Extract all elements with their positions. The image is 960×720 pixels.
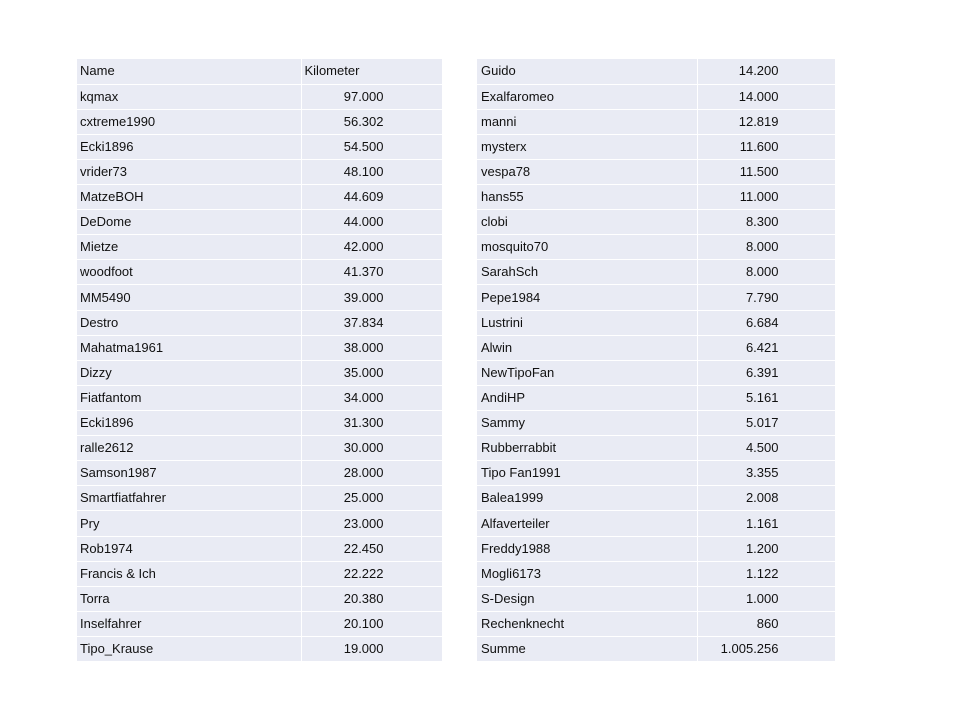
table-row (477, 84, 835, 109)
cell-kilometer: 34.000 (301, 385, 442, 410)
cell-kilometer: 8.300 (697, 210, 835, 235)
cell-name: MM5490 (77, 285, 301, 310)
table-row (477, 561, 835, 586)
table-row (77, 511, 442, 536)
cell-name: Alwin (477, 335, 697, 360)
table-row (477, 134, 835, 159)
table-row (77, 235, 442, 260)
cell-kilometer: 54.500 (301, 134, 442, 159)
table-row (77, 109, 442, 134)
cell-kilometer: 1.200 (697, 536, 835, 561)
cell-kilometer: 8.000 (697, 260, 835, 285)
table-row (477, 536, 835, 561)
cell-kilometer: 860 (697, 611, 835, 636)
cell-name: Lustrini (477, 310, 697, 335)
cell-kilometer: 6.421 (697, 335, 835, 360)
cell-name: cxtreme1990 (77, 109, 301, 134)
cell-name: AndiHP (477, 385, 697, 410)
cell-kilometer: 39.000 (301, 285, 442, 310)
cell-kilometer: 7.790 (697, 285, 835, 310)
total-row (477, 637, 835, 662)
cell-name: mosquito70 (477, 235, 697, 260)
cell-kilometer: 6.684 (697, 310, 835, 335)
cell-name: Torra (77, 586, 301, 611)
cell-name: Pepe1984 (477, 285, 697, 310)
cell-name: Tipo Fan1991 (477, 461, 697, 486)
cell-kilometer: 8.000 (697, 235, 835, 260)
cell-name: clobi (477, 210, 697, 235)
cell-name: Alfaverteiler (477, 511, 697, 536)
table-row (477, 185, 835, 210)
cell-name: hans55 (477, 185, 697, 210)
table-row (477, 611, 835, 636)
table-row (77, 285, 442, 310)
table-row (477, 436, 835, 461)
table-row (477, 59, 835, 84)
cell-kilometer: 22.222 (301, 561, 442, 586)
cell-kilometer: 1.161 (697, 511, 835, 536)
cell-kilometer: 14.200 (697, 59, 835, 84)
cell-kilometer: 48.100 (301, 159, 442, 184)
cell-name: Mogli6173 (477, 561, 697, 586)
cell-kilometer: 37.834 (301, 310, 442, 335)
table-row (477, 285, 835, 310)
table-row (477, 210, 835, 235)
cell-name: Freddy1988 (477, 536, 697, 561)
table-row (477, 586, 835, 611)
cell-name: Mahatma1961 (77, 335, 301, 360)
table-row (477, 461, 835, 486)
table-row (477, 360, 835, 385)
cell-name: Balea1999 (477, 486, 697, 511)
cell-name: Pry (77, 511, 301, 536)
cell-name: Ecki1896 (77, 134, 301, 159)
table-row (77, 210, 442, 235)
table-row (477, 385, 835, 410)
cell-name: DeDome (77, 210, 301, 235)
cell-name: kqmax (77, 84, 301, 109)
cell-name: woodfoot (77, 260, 301, 285)
left-table-body (77, 59, 442, 662)
cell-name: Rob1974 (77, 536, 301, 561)
cell-kilometer: 6.391 (697, 360, 835, 385)
cell-kilometer: 23.000 (301, 511, 442, 536)
table-row (477, 511, 835, 536)
cell-kilometer: 1.122 (697, 561, 835, 586)
cell-name: Rechenknecht (477, 611, 697, 636)
cell-kilometer: 20.380 (301, 586, 442, 611)
cell-name: Rubberrabbit (477, 436, 697, 461)
table-row (77, 134, 442, 159)
cell-name: Guido (477, 59, 697, 84)
cell-name: Fiatfantom (77, 385, 301, 410)
cell-kilometer: 20.100 (301, 611, 442, 636)
cell-name: Samson1987 (77, 461, 301, 486)
cell-kilometer: 19.000 (301, 637, 442, 662)
cell-name: Summe (477, 637, 697, 662)
cell-kilometer: 30.000 (301, 436, 442, 461)
table-row (477, 310, 835, 335)
cell-name: Dizzy (77, 360, 301, 385)
cell-kilometer: 22.450 (301, 536, 442, 561)
table-row (477, 235, 835, 260)
cell-kilometer: 1.000 (697, 586, 835, 611)
header-name: Name (77, 59, 301, 84)
table-row (77, 586, 442, 611)
cell-kilometer: 1.005.256 (697, 637, 835, 662)
cell-name: NewTipoFan (477, 360, 697, 385)
table-row (77, 159, 442, 184)
table-row (77, 185, 442, 210)
cell-kilometer: 11.600 (697, 134, 835, 159)
table-row (77, 637, 442, 662)
cell-name: Inselfahrer (77, 611, 301, 636)
cell-kilometer: 11.000 (697, 185, 835, 210)
table-row (77, 335, 442, 360)
table-row (477, 159, 835, 184)
table-row (477, 260, 835, 285)
cell-name: Ecki1896 (77, 411, 301, 436)
cell-name: Sammy (477, 411, 697, 436)
table-row (77, 486, 442, 511)
cell-name: vespa78 (477, 159, 697, 184)
cell-kilometer: 56.302 (301, 109, 442, 134)
table-row (77, 536, 442, 561)
cell-kilometer: 2.008 (697, 486, 835, 511)
table-row (77, 611, 442, 636)
cell-kilometer: 4.500 (697, 436, 835, 461)
table-row (77, 561, 442, 586)
cell-kilometer: 14.000 (697, 84, 835, 109)
header-kilometer: Kilometer (301, 59, 442, 84)
cell-name: Francis & Ich (77, 561, 301, 586)
table-row (477, 411, 835, 436)
table-row (477, 109, 835, 134)
cell-name: mysterx (477, 134, 697, 159)
table-row (77, 385, 442, 410)
table-row (77, 461, 442, 486)
right-table-body (477, 59, 835, 662)
cell-name: SarahSch (477, 260, 697, 285)
kilometer-table-right (477, 59, 836, 662)
cell-kilometer: 97.000 (301, 84, 442, 109)
cell-kilometer: 44.609 (301, 185, 442, 210)
cell-name: S-Design (477, 586, 697, 611)
cell-kilometer: 25.000 (301, 486, 442, 511)
table-row (77, 411, 442, 436)
cell-kilometer: 31.300 (301, 411, 442, 436)
cell-kilometer: 5.017 (697, 411, 835, 436)
table-row (477, 335, 835, 360)
table-row (477, 486, 835, 511)
table-row (77, 84, 442, 109)
cell-kilometer: 35.000 (301, 360, 442, 385)
cell-kilometer: 5.161 (697, 385, 835, 410)
cell-kilometer: 3.355 (697, 461, 835, 486)
table-row (77, 260, 442, 285)
kilometer-table-left (77, 59, 443, 662)
cell-kilometer: 28.000 (301, 461, 442, 486)
cell-name: Mietze (77, 235, 301, 260)
cell-name: vrider73 (77, 159, 301, 184)
cell-name: Smartfiatfahrer (77, 486, 301, 511)
cell-kilometer: 41.370 (301, 260, 442, 285)
table-row (77, 360, 442, 385)
table-row (77, 436, 442, 461)
cell-name: manni (477, 109, 697, 134)
cell-kilometer: 12.819 (697, 109, 835, 134)
cell-name: ralle2612 (77, 436, 301, 461)
cell-name: Exalfaromeo (477, 84, 697, 109)
table-header-row (77, 59, 442, 84)
cell-kilometer: 38.000 (301, 335, 442, 360)
cell-kilometer: 11.500 (697, 159, 835, 184)
cell-name: Tipo_Krause (77, 637, 301, 662)
cell-kilometer: 44.000 (301, 210, 442, 235)
cell-name: Destro (77, 310, 301, 335)
cell-name: MatzeBOH (77, 185, 301, 210)
table-row (77, 310, 442, 335)
cell-kilometer: 42.000 (301, 235, 442, 260)
